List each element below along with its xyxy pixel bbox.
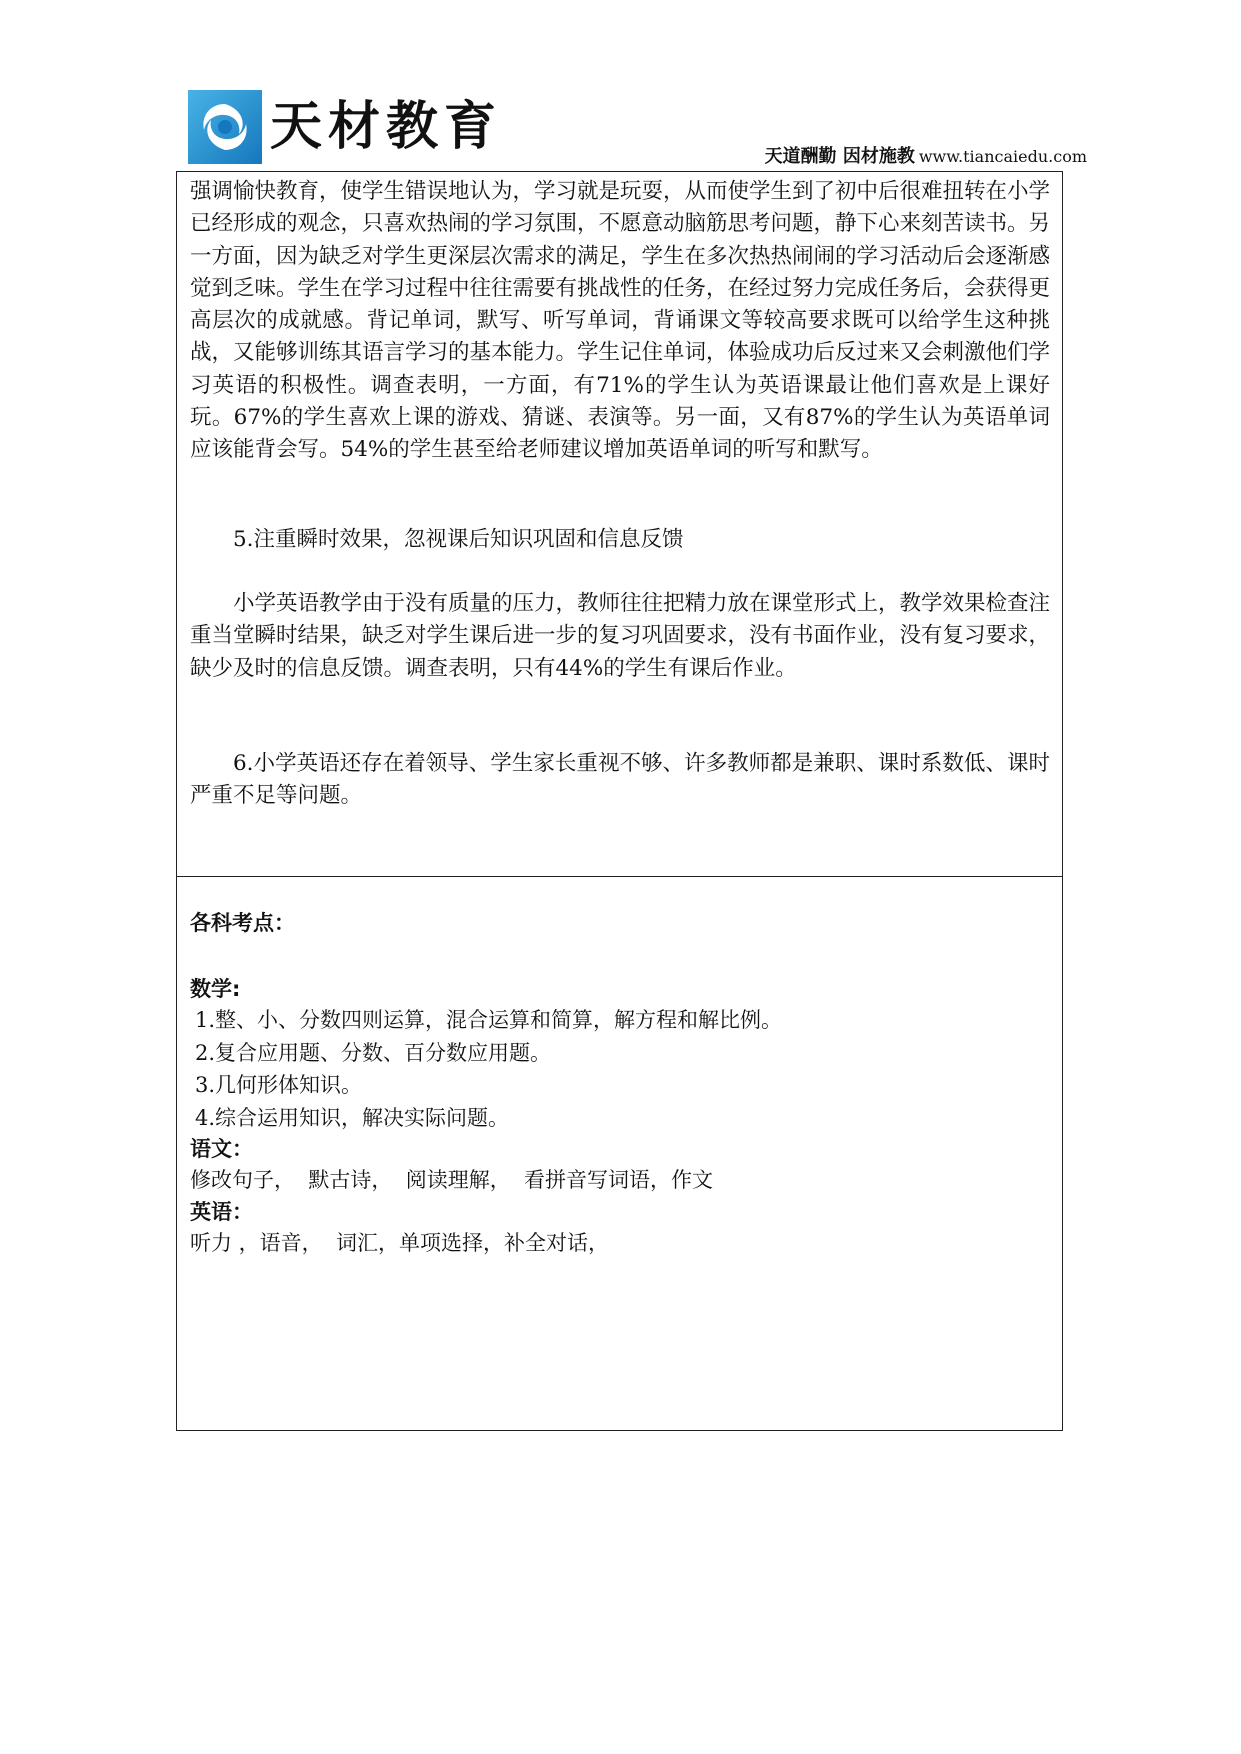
header-tagline bbox=[765, 146, 1087, 168]
math-title: 数学: bbox=[190, 977, 241, 1001]
english-title: 英语： bbox=[190, 1200, 253, 1224]
section-heading-5: 5.注重瞬时效果，忽视课后知识巩固和信息反馈 bbox=[233, 527, 684, 552]
website-url: www.tiancaiedu.com bbox=[918, 147, 1087, 166]
article-cell bbox=[176, 171, 1063, 877]
logo-mark bbox=[188, 90, 262, 164]
math-item: 1.整、小、分数四则运算，混合运算和简算，解方程和解比例。 bbox=[195, 1008, 783, 1032]
exam-points-cell bbox=[176, 876, 1063, 1431]
math-item: 3.几何形体知识。 bbox=[195, 1073, 363, 1097]
logo-text: 天材教育 bbox=[270, 97, 503, 157]
exam-points-block bbox=[190, 908, 1050, 1260]
article-paragraph-6: 6.小学英语还存在着领导、学生家长重视不够、许多教师都是兼职、课时系数低、课时严重不足等问题。 bbox=[190, 751, 1050, 809]
chinese-title: 语文： bbox=[190, 1137, 253, 1161]
article-paragraph-1: 强调愉快教育，使学生错误地认为，学习就是玩耍，从而使学生到了初中后很难扭转在小学已经形成的观念，只喜欢热闹的学习氛围，不愿意动脑筋思考问题，静下心来刻苦读书。另一方面，因为缺乏对学生更深层次需求的满足，学生在多次热热闹闹的学习活动后会逐渐感觉到乏味。学生在学习过程中往往需要有挑战性的任务，在经过努力完成任务后，会获得更高层次的成就感。背记单词，默写、听写单词，背诵课文等较高要求既可以给学生这种挑战，又能够训练其语言学习的基本能力。学生记住单词，体验成功后反过来又会刺激他们学习英语的积极性。调查表明，一方面，有71%的学生认为英语课最让他们喜欢是上课好玩。67%的学生喜欢上课的游戏、猜谜、表演等。另一面，又有87%的学生认为英语单词应该能背会写。54%的学生甚至给老师建议增加英语单词的听写和默写。 bbox=[190, 179, 1051, 463]
chinese-content: 修改句子， 默古诗， 阅读理解， 看拼音写词语，作文 bbox=[190, 1168, 714, 1192]
math-item: 2.复合应用题、分数、百分数应用题。 bbox=[195, 1040, 552, 1065]
english-content: 听力 ，语音， 词汇，单项选择，补全对话， bbox=[190, 1231, 610, 1255]
math-item: 4.综合运用知识，解决实际问题。 bbox=[195, 1105, 510, 1130]
exam-points-title: 各科考点： bbox=[190, 911, 295, 935]
motto: 天道酬勤 因材施教 bbox=[764, 146, 915, 167]
article-paragraph-5: 小学英语教学由于没有质量的压力，教师往往把精力放在课堂形式上，教学效果检查注重当堂瞬时结果，缺乏对学生课后进一步的复习巩固要求，没有书面作业，没有复习要求，缺少及时的信息反馈。调查表明，只有44%的学生有课后作业。 bbox=[190, 591, 1051, 681]
